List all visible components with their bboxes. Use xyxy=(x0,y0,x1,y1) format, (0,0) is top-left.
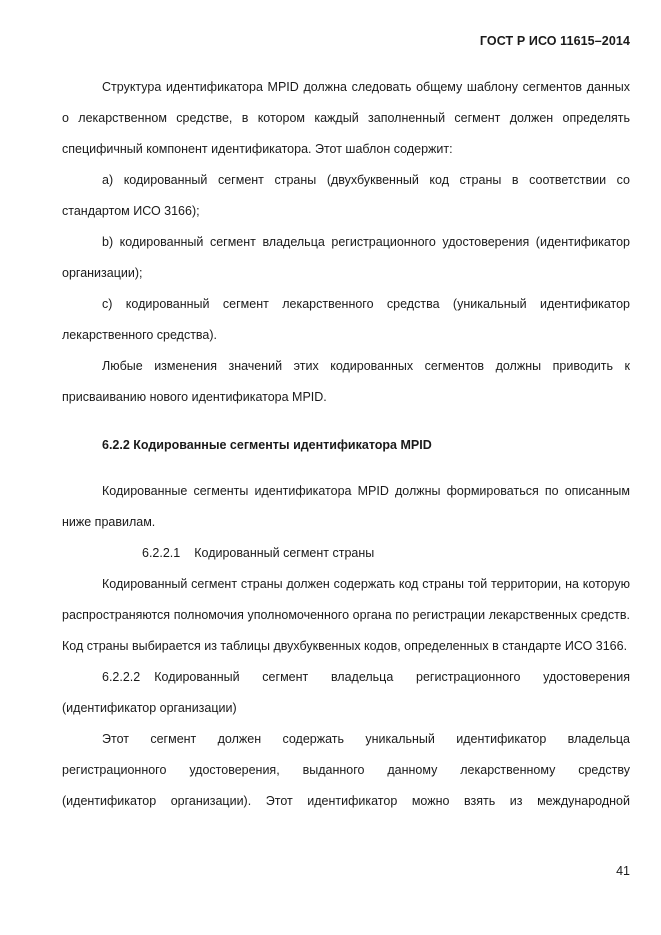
subsection-title: Кодированный сегмент страны xyxy=(194,546,375,560)
section-heading-6-2-2: 6.2.2 Кодированные сегменты идентификатора MPID xyxy=(102,438,432,452)
paragraph-country-segment: Кодированный сегмент страны должен содержать код страны той территории, на которую распространяются полномочия уполномоченного органа по регистрации лекарственных средств. Код страны выбирается из таблицы двухбуквенных кодов, определенных в стандарте ИСО 3166. xyxy=(62,577,630,653)
list-item-c: c) кодированный сегмент лекарственного средства (уникальный идентификатор лекарственного средства). xyxy=(62,297,630,342)
page-content xyxy=(62,72,630,817)
subsection-number: 6.2.2.2 xyxy=(102,670,141,684)
subsection-title: Кодированный сегмент владельца регистрационного удостоверения (идентификатор организации) xyxy=(62,670,630,715)
paragraph-holder-segment: Этот сегмент должен содержать уникальный идентификатор владельца регистрационного удостоверения, выданного данному лекарственному средству (идентификатор организации). Этот идентификатор можно взять из международной xyxy=(62,732,630,808)
paragraph-intro: Структура идентификатора MPID должна следовать общему шаблону сегментов данных о лекарственном средстве, в котором каждый заполненный сегмент должен определять специфичный компонент идентификатора. Этот шаблон содержит: xyxy=(62,80,630,156)
subsection-number: 6.2.2.1 xyxy=(142,546,181,560)
paragraph-changes: Любые изменения значений этих кодированных сегментов должны приводить к присваиванию нового идентификатора MPID. xyxy=(62,359,630,404)
subsection-6-2-2-1-title xyxy=(62,538,630,569)
list-item-a: a) кодированный сегмент страны (двухбуквенный код страны в соответствии со стандартом ИСО 3166); xyxy=(62,173,630,218)
page-number: 41 xyxy=(616,864,630,878)
subsection-6-2-2-2-title xyxy=(62,662,630,724)
list-item-b: b) кодированный сегмент владельца регистрационного удостоверения (идентификатор организации); xyxy=(62,235,630,280)
paragraph-section-intro: Кодированные сегменты идентификатора MPID должны формироваться по описанным ниже правилам. xyxy=(62,484,630,529)
document-header-standard: ГОСТ Р ИСО 11615–2014 xyxy=(479,34,630,48)
